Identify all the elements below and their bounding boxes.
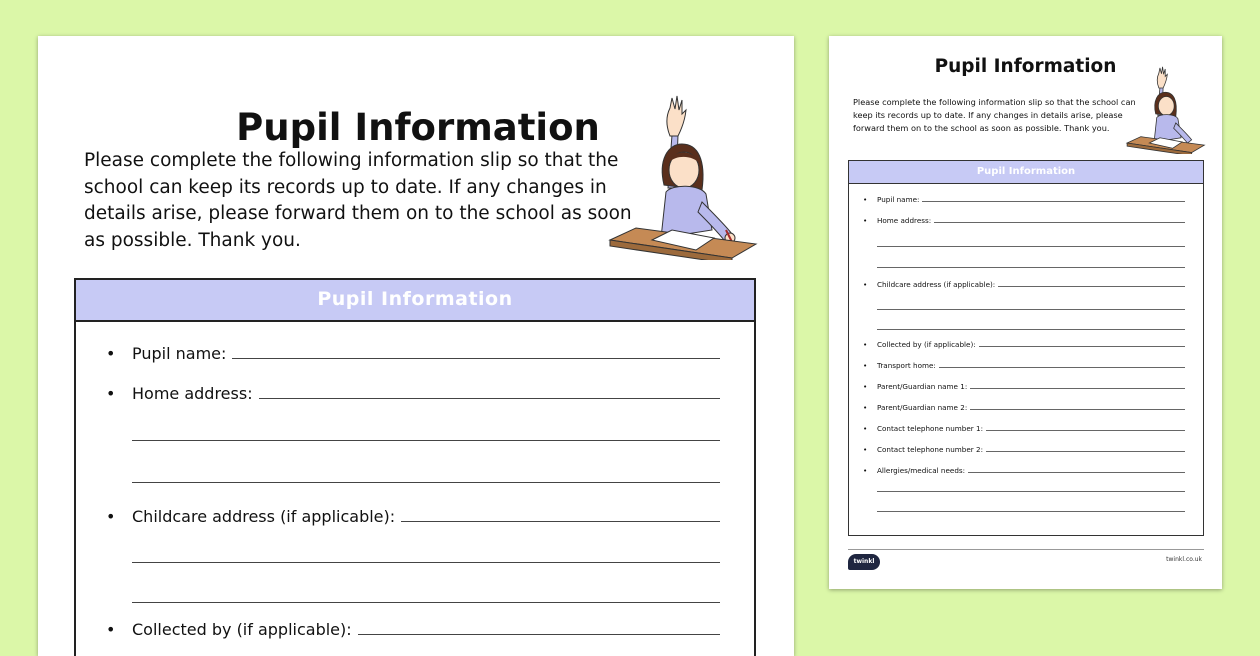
childcare-address-line[interactable] bbox=[401, 520, 720, 522]
footer-site: twinkl.co.uk bbox=[1166, 556, 1202, 563]
field-parent-guardian-2[interactable] bbox=[863, 403, 1185, 412]
field-extra-line[interactable] bbox=[877, 267, 1185, 268]
pupil-raising-hand-illustration-small bbox=[1125, 58, 1207, 154]
bullet: • bbox=[106, 344, 116, 363]
field-line[interactable] bbox=[986, 429, 1185, 431]
field-label: Pupil name: bbox=[877, 195, 920, 204]
pupil-information-form bbox=[74, 278, 756, 656]
bullet: • bbox=[863, 216, 868, 225]
home-address-label: Home address: bbox=[132, 384, 253, 403]
bullet: • bbox=[106, 507, 116, 526]
collected-by-label: Collected by (if applicable): bbox=[132, 620, 352, 639]
field-label: Home address: bbox=[877, 216, 932, 225]
pupil-information-form-small bbox=[848, 160, 1204, 536]
field-line[interactable] bbox=[922, 200, 1185, 202]
home-address-line-3[interactable] bbox=[132, 482, 720, 483]
field-label: Parent/Guardian name 1: bbox=[877, 382, 968, 391]
field-line[interactable] bbox=[986, 450, 1185, 452]
field-contact-phone-1[interactable] bbox=[863, 424, 1185, 433]
field-extra-line[interactable] bbox=[877, 309, 1185, 310]
childcare-address-line-2[interactable] bbox=[132, 562, 720, 563]
page-title-small: Pupil Information bbox=[934, 56, 1117, 77]
intro-paragraph-small: Please complete the following information slip so that the school can keep its records up to date. If any changes in details arise, please forward them on to the school as soon as possible. Thank you. bbox=[853, 97, 1136, 133]
page-title: Pupil Information bbox=[236, 106, 600, 149]
bullet: • bbox=[863, 361, 868, 370]
bullet: • bbox=[106, 620, 116, 639]
bullet: • bbox=[863, 340, 868, 349]
childcare-address-line-3[interactable] bbox=[132, 602, 720, 603]
collected-by-line[interactable] bbox=[358, 633, 720, 635]
field-extra-line[interactable] bbox=[877, 511, 1185, 512]
home-address-line-2[interactable] bbox=[132, 440, 720, 441]
worksheet-preview-small bbox=[829, 36, 1222, 589]
twinkl-logo: twinkl bbox=[848, 554, 880, 570]
field-extra-line[interactable] bbox=[877, 246, 1185, 247]
pupil-name-label: Pupil name: bbox=[132, 344, 227, 363]
field-line[interactable] bbox=[968, 471, 1185, 473]
bullet: • bbox=[863, 280, 868, 289]
field-childcare-address[interactable] bbox=[863, 280, 1185, 289]
worksheet-preview-large bbox=[38, 36, 794, 656]
pupil-name-line[interactable] bbox=[232, 357, 720, 359]
field-extra-line[interactable] bbox=[877, 491, 1185, 492]
pupil-raising-hand-illustration bbox=[606, 80, 761, 260]
form-header-small: Pupil Information bbox=[849, 161, 1203, 184]
footer-divider bbox=[848, 549, 1204, 550]
field-pupil-name[interactable] bbox=[863, 195, 1185, 204]
intro-paragraph: Please complete the following information slip so that the school can keep its records up to date. If any changes in details arise, please forward them on to the school as soon as possible. Thank you. bbox=[84, 150, 632, 251]
field-label: Transport home: bbox=[877, 361, 936, 370]
bullet: • bbox=[863, 195, 868, 204]
childcare-address-label: Childcare address (if applicable): bbox=[132, 507, 396, 526]
field-parent-guardian-1[interactable] bbox=[863, 382, 1185, 391]
pupil-name-field[interactable] bbox=[106, 344, 720, 363]
field-label: Collected by (if applicable): bbox=[877, 340, 976, 349]
field-label: Parent/Guardian name 2: bbox=[877, 403, 968, 412]
field-line[interactable] bbox=[998, 285, 1185, 287]
childcare-address-field[interactable] bbox=[106, 507, 720, 526]
field-contact-phone-2[interactable] bbox=[863, 445, 1185, 454]
field-line[interactable] bbox=[979, 345, 1185, 347]
home-address-line[interactable] bbox=[259, 397, 720, 399]
field-extra-line[interactable] bbox=[877, 329, 1185, 330]
field-line[interactable] bbox=[970, 408, 1185, 410]
field-transport-home[interactable] bbox=[863, 361, 1185, 370]
field-allergies[interactable] bbox=[863, 466, 1185, 475]
bullet: • bbox=[863, 424, 868, 433]
bullet: • bbox=[863, 466, 868, 475]
field-label: Childcare address (if applicable): bbox=[877, 280, 996, 289]
field-label: Allergies/medical needs: bbox=[877, 466, 966, 475]
home-address-field[interactable] bbox=[106, 384, 720, 403]
field-line[interactable] bbox=[939, 366, 1185, 368]
field-label: Contact telephone number 1: bbox=[877, 424, 984, 433]
field-label: Contact telephone number 2: bbox=[877, 445, 984, 454]
bullet: • bbox=[106, 384, 116, 403]
bullet: • bbox=[863, 382, 868, 391]
form-header: Pupil Information bbox=[76, 280, 754, 322]
field-collected-by[interactable] bbox=[863, 340, 1185, 349]
field-line[interactable] bbox=[970, 387, 1185, 389]
bullet: • bbox=[863, 445, 868, 454]
field-home-address[interactable] bbox=[863, 216, 1185, 225]
bullet: • bbox=[863, 403, 868, 412]
field-line[interactable] bbox=[934, 221, 1185, 223]
